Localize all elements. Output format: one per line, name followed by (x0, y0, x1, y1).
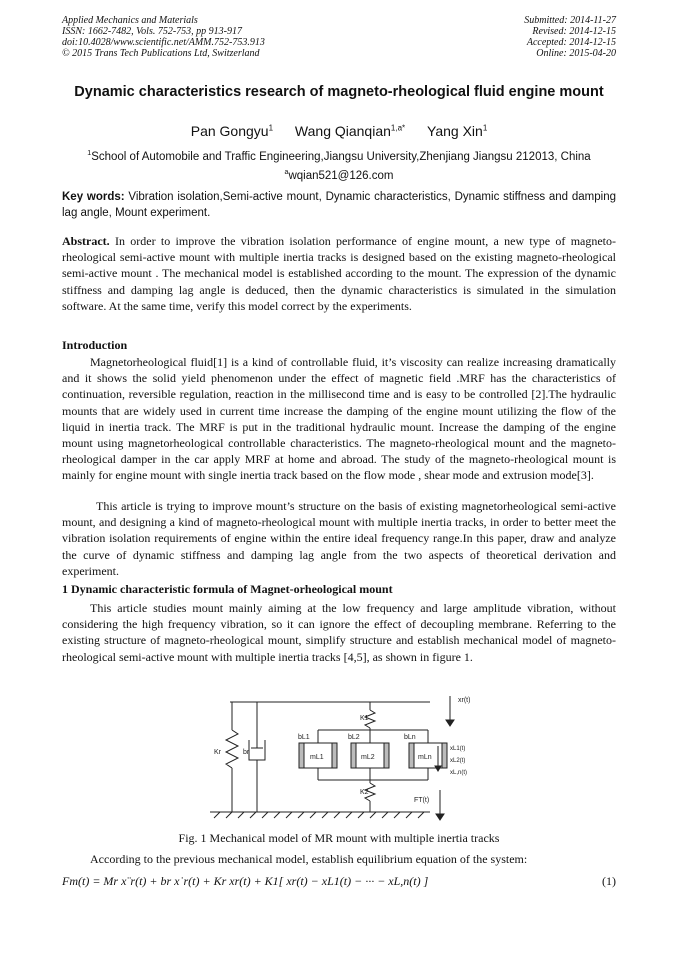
track-wall (409, 743, 414, 768)
journal-issn: ISSN: 1662-7482, Vols. 752-753, pp 913-917 (62, 26, 242, 37)
journal-header-left (62, 15, 265, 59)
spring-kr (226, 730, 238, 768)
online-date: Online: 2015-04-20 (536, 48, 616, 59)
affiliation-text: School of Automobile and Traffic Engineering,Jiangsu University,Zhenjiang Jiangsu 212013, China (91, 150, 591, 163)
figure-1-caption: Fig. 1 Mechanical model of MR mount with multiple inertia tracks (178, 831, 500, 845)
revised-date: Revised: 2014-12-15 (532, 26, 616, 37)
label-mln: mLn (418, 754, 432, 761)
paper-title: Dynamic characteristics research of magneto-rheological fluid engine mount (74, 84, 604, 100)
abstract-text: In order to improve the vibration isolation performance of engine mount, a new type of magneto-rheological semi-active mount with multiple inertia tracks is designed based on the existing magneto-rheological semi-active mount . The mechanical model is established according to the mount. The expression of the dynamic stiffness and damping lag angle is deduced, then the dynamic characteristics is simulated in the simulation software. At the same time, verify this model correct by the experiments. (62, 234, 617, 313)
abstract-label: Abstract. (62, 234, 110, 248)
label-k1: K1 (360, 715, 369, 722)
label-br: br (243, 749, 250, 756)
keywords (62, 189, 616, 221)
label-xl2: xL2(t) (450, 758, 466, 764)
label-xl1: xL1(t) (450, 746, 466, 752)
label-bl2: bL2 (348, 734, 360, 741)
label-ft: FT(t) (414, 797, 430, 804)
label-xln: xL,n(t) (450, 770, 468, 776)
track-wall (299, 743, 304, 768)
label-ml2: mL2 (361, 754, 375, 761)
equation-1: Fm(t) = Mr x¨r(t) + br x˙r(t) + Kr xr(t) + K1[ xr(t) − xL1(t) − ··· − xL,n(t) ] (62, 874, 429, 888)
author-email: wqian521@126.com (288, 169, 394, 182)
figure-1-mechanical-model (210, 690, 480, 825)
track-wall (384, 743, 389, 768)
track-wall (351, 743, 356, 768)
keywords-label: Key words: (62, 191, 125, 203)
author: Pan Gongyu$^1$ (190, 123, 274, 139)
journal-doi: doi:10.4028/www.scientific.net/AMM.752-753.913 (62, 37, 265, 48)
journal-header-right (524, 15, 616, 59)
submitted-date: Submitted: 2014-11-27 (524, 15, 616, 26)
section-1-heading: 1 Dynamic characteristic formula of Magnet-orheological mount (62, 582, 393, 596)
journal-copyright: © 2015 Trans Tech Publications Ltd, Switzerland (62, 48, 260, 59)
label-k2: K2 (360, 789, 369, 796)
track-wall (332, 743, 337, 768)
author: Yang Xin$^1$ (427, 123, 488, 139)
label-xr: xr(t) (458, 697, 471, 704)
section-1-paragraph: This article studies mount mainly aiming at the low frequency and large amplitude vibration, without considering the high frequency vibration, so it can ignore the effect of decoupling membrane. Referring to the existing structure of magneto-rheological mount, simplify structure and establish mechanical model of magneto-rheological semi-active mount with multiple inertia tracks [4,5], as shown in figure 1. (62, 601, 616, 664)
label-kr: Kr (214, 749, 221, 756)
author-list (62, 123, 616, 139)
introduction-paragraph-1: Magnetorheological fluid[1] is a kind of controllable fluid, it’s viscosity can realize increasing dramatically and it shows the solid yield phenomenon under the effect of magnetic field .MRF has the characteristics of continuation, reversible regulation, reaction in the millisecond time and is easy to be controlled [2].The hydraulic mounts that are widely used in current time increase the damping of the engine mount utilizing the flow of the liquid in inertia track. The MRF is put in the traditional hydraulic mount. Increase the damping of the engine mount using magnetorheological controllable characteristics. The magneto-rheological mount and the magneto-rheological damper in the car apply MRF at home and abroad. The study of the magneto-rheological mount is mainly for engine mount with single inertia track based on the flow mode , shear mode and extrusion mode[3]. (62, 355, 616, 483)
track-wall (442, 743, 447, 768)
journal-name: Applied Mechanics and Materials (62, 15, 198, 26)
keywords-text: Vibration isolation,Semi-active mount, Dynamic characteristics, Dynamic stiffness and damping lag angle, Mount experiment. (62, 191, 616, 219)
mechanical-model-diagram (210, 690, 480, 825)
ground-hatch (214, 812, 424, 818)
label-bln: bLn (404, 734, 416, 741)
introduction-heading: Introduction (62, 338, 128, 352)
introduction-paragraph-2: This article is trying to improve mount’s structure on the basis of existing magnetorheological semi-active mount, and designing a kind of magneto-rheological mount with multiple inertia tracks, in order to better meet the vibration isolation requirements of engine within the entire ideal frequency range.In this paper, draw and analyze the curve of dynamic stiffness and damping lag angle from the two aspects of theoretical derivation and experiment. (62, 499, 616, 578)
label-bl1: bL1 (298, 734, 310, 741)
equation-intro: According to the previous mechanical model, establish equilibrium equation of the system: (90, 852, 528, 866)
accepted-date: Accepted: 2014-12-15 (526, 37, 616, 48)
author: Wang Qianqian$^{1,a*}$ (294, 123, 406, 139)
equation-1-number: (1) (602, 874, 616, 888)
abstract (62, 233, 616, 314)
affiliation: $^1$School of Automobile and Traffic Engineering,Jiangsu University,Zhenjiang Jiangsu 212013, China $^a$wqian521@126.com (87, 150, 591, 182)
label-ml1: mL1 (310, 754, 324, 761)
